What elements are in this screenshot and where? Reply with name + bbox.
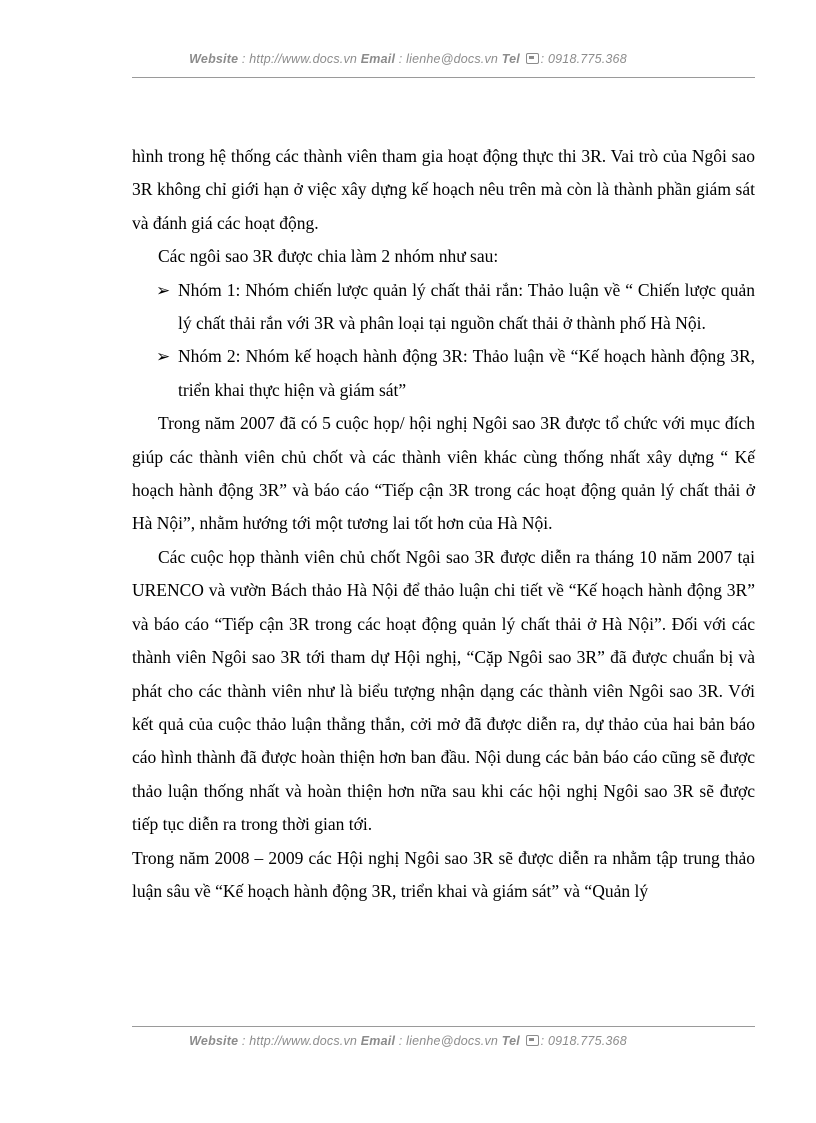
- paragraph-groups-intro: Các ngôi sao 3R được chia làm 2 nhóm như sau:: [158, 246, 499, 267]
- header-divider: [132, 77, 755, 78]
- footer-website-value: : http://www.docs.vn: [238, 1034, 361, 1048]
- paragraph-continuation: hình trong hệ thống các thành viên tham gia hoạt động thực thi 3R. Vai trò của Ngôi sao 3R không chỉ giới hạn ở việc xây dựng kế hoạch nêu trên mà còn là thành phần giám sát và đánh giá các hoạt động.: [132, 146, 755, 233]
- phone-icon: [526, 53, 539, 64]
- footer-website-label: Website: [189, 1034, 239, 1048]
- bullet-text: Nhóm 2: Nhóm kế hoạch hành động 3R: Thảo luận về “Kế hoạch hành động 3R, triển khai thực hiện và giám sát”: [178, 346, 755, 400]
- footer-email-value: : lienhe@docs.vn: [395, 1034, 502, 1048]
- header-website-label: Website: [189, 52, 239, 66]
- bullet-text: Nhóm 1: Nhóm chiến lược quản lý chất thải rắn: Thảo luận về “ Chiến lược quản lý chất thải rắn với 3R và phân loại tại nguồn chất thải ở thành phố Hà Nội.: [178, 279, 755, 334]
- phone-icon: [526, 1035, 539, 1046]
- paragraph-key-members: Các cuộc họp thành viên chủ chốt Ngôi sao 3R được diễn ra tháng 10 năm 2007 tại URENCO và vườn Bách thảo Hà Nội để thảo luận chi tiết về “Kế hoạch hành động 3R” và báo cáo “Tiếp cận 3R trong các hoạt động quản lý chất thải ở Hà Nội”. Đối với các thành viên Ngôi sao 3R tới tham dự Hội nghị, “Cặp Ngôi sao 3R” đã được chuẩn bị và phát cho các thành viên như là biểu tượng nhận dạng các thành viên Ngôi sao 3R. Với kết quả của cuộc thảo luận thẳng thắn, cởi mở đã được diễn ra, dự thảo của hai bản báo cáo hình thành đã được hoàn thiện hơn ban đầu. Nội dung các bản báo cáo cũng sẽ được thảo luận thống nhất và hoàn thiện hơn nữa sau khi các hội nghị Ngôi sao 3R sẽ được tiếp tục diễn ra trong thời gian tới.: [132, 546, 755, 835]
- bullet-item-group-1: [132, 274, 755, 341]
- header-email-value: : lienhe@docs.vn: [395, 52, 502, 66]
- footer-divider: [132, 1026, 755, 1027]
- paragraph-2008-2009: Trong năm 2008 – 2009 các Hội nghị Ngôi sao 3R sẽ được diễn ra nhằm tập trung thảo luận sâu về “Kế hoạch hành động 3R, triển khai và giám sát” và “Quản lý: [132, 847, 755, 901]
- bullet-item-group-2: [132, 340, 755, 407]
- paragraph-2007-meetings: Trong năm 2007 đã có 5 cuộc họp/ hội nghị Ngôi sao 3R được tổ chức với mục đích giúp các thành viên chủ chốt và các thành viên khác cùng thống nhất xây dựng “ Kế hoạch hành động 3R” và báo cáo “Tiếp cận 3R trong các hoạt động quản lý chất thải ở Hà Nội”, nhằm hướng tới một tương lai tốt hơn của Hà Nội.: [132, 413, 755, 534]
- header-website-value: : http://www.docs.vn: [238, 52, 361, 66]
- footer-email-label: Email: [360, 1034, 396, 1048]
- footer-tel-value: : 0918.775.368: [540, 1034, 627, 1048]
- page-header: [0, 52, 816, 66]
- header-tel-value: : 0918.775.368: [540, 52, 627, 66]
- arrow-bullet-icon: ➢: [156, 280, 171, 300]
- document-body: [132, 140, 755, 908]
- header-email-label: Email: [360, 52, 396, 66]
- footer-tel-label: Tel: [501, 1034, 520, 1048]
- arrow-bullet-icon: ➢: [156, 347, 171, 367]
- header-tel-label: Tel: [501, 52, 520, 66]
- page-footer: [0, 1034, 816, 1048]
